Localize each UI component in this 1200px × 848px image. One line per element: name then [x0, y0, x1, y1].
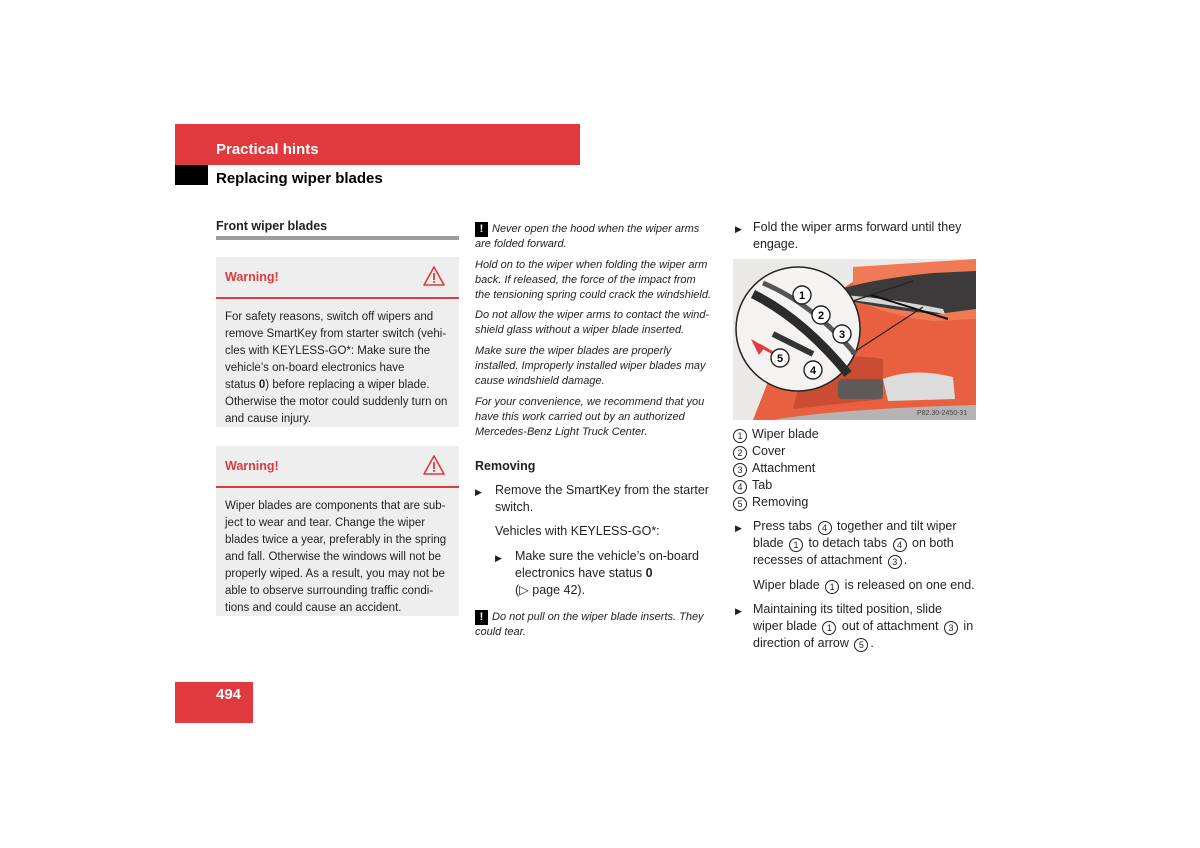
caution-icon: ! [475, 610, 488, 625]
note-wiper-contact: Do not allow the wiper arms to contact the wind- shield glass without a wiper blade inserted. [475, 309, 710, 337]
bullet-arrow-icon: ▶ [495, 553, 502, 563]
wiper-blade-figure [733, 259, 976, 420]
header-black-marker [175, 165, 208, 185]
caution-note-inserts: ! Do not pull on the wiper blade inserts. They could tear. [475, 611, 704, 639]
heading-rule [216, 236, 459, 240]
warning-header [216, 257, 459, 299]
page-subtitle: Replacing wiper blades [216, 170, 383, 187]
svg-text:P82.30-2450-31: P82.30-2450-31 [917, 410, 968, 417]
warning-triangle-icon [423, 455, 445, 475]
step-remove-smartkey: Remove the SmartKey from the starter switch. [495, 483, 709, 514]
note-convenience: For your convenience, we recommend that you have this work carried out by an authorized Mercedes-Benz Light Truck Center. [475, 396, 705, 439]
caution-note-hood: ! Never open the hood when the wiper arms are folded forward. [475, 223, 700, 251]
legend-item: 1 Wiper blade [733, 426, 819, 443]
blade-released: Wiper blade 1 is released on one end. [753, 578, 975, 592]
section-title: Practical hints [216, 141, 319, 158]
step-fold-arms: Fold the wiper arms forward until they engage. [753, 220, 962, 251]
legend-item: 3 Attachment [733, 460, 815, 477]
svg-text:4: 4 [809, 365, 817, 377]
warning-text: Wiper blades are components that are sub- ject to wear and tear. Change the wiper blades twice a year, preferably in the spring and fall. Otherwise the windows will not be properly wiped. As a result, you may not be able to observe surrounding traffic condi- tions and could cause an accident. [225, 500, 447, 614]
vehicles-keyless-go: Vehicles with KEYLESS-GO*: [495, 524, 660, 538]
substep-onboard-electronics: Make sure the vehicle’s on-board electronics have status 0 (▷ page 42). [515, 549, 699, 597]
svg-text:2: 2 [817, 310, 825, 322]
warning-label: Warning! [225, 459, 279, 473]
page-number: 494 [216, 686, 242, 703]
bullet-arrow-icon: ▶ [735, 606, 742, 616]
step-press-tabs: Press tabs 4 together and tilt wiper blade 1 to detach tabs 4 on both recesses of attachment 3 . [753, 519, 957, 567]
removing-heading: Removing [475, 459, 536, 473]
warning-text: For safety reasons, switch off wipers and remove SmartKey from starter switch (vehi- cles with KEYLESS-GO*: Make sure the vehicle’s on-board electronics have status 0) before replacing a wiper blade. Otherwise the motor could suddenly turn on and cause injury. [225, 311, 448, 425]
bullet-arrow-icon: ▶ [475, 487, 482, 497]
warning-triangle-icon [423, 266, 445, 286]
legend-item: 4 Tab [733, 477, 772, 494]
svg-text:3: 3 [838, 329, 846, 341]
page-number-box [175, 682, 253, 723]
note-installed: Make sure the wiper blades are properly installed. Improperly installed wiper blades may cause windshield damage. [475, 345, 706, 388]
svg-text:1: 1 [798, 290, 806, 302]
legend-item: 5 Removing [733, 494, 808, 511]
warning-box-2 [216, 446, 459, 616]
bullet-arrow-icon: ▶ [735, 523, 742, 533]
legend-item: 2 Cover [733, 443, 785, 460]
note-hold-wiper: Hold on to the wiper when folding the wiper arm back. If released, the force of the impact from the tensioning spring could crack the windshield. [475, 259, 712, 302]
warning-box-1 [216, 257, 459, 427]
front-wiper-heading: Front wiper blades [216, 219, 328, 233]
caution-icon: ! [475, 222, 488, 237]
warning-header [216, 446, 459, 488]
svg-text:5: 5 [776, 353, 784, 365]
step-slide-blade: Maintaining its tilted position, slide wiper blade 1 out of attachment 3 in direction of arrow 5 . [753, 602, 974, 650]
bullet-arrow-icon: ▶ [735, 224, 742, 234]
warning-label: Warning! [225, 270, 279, 284]
